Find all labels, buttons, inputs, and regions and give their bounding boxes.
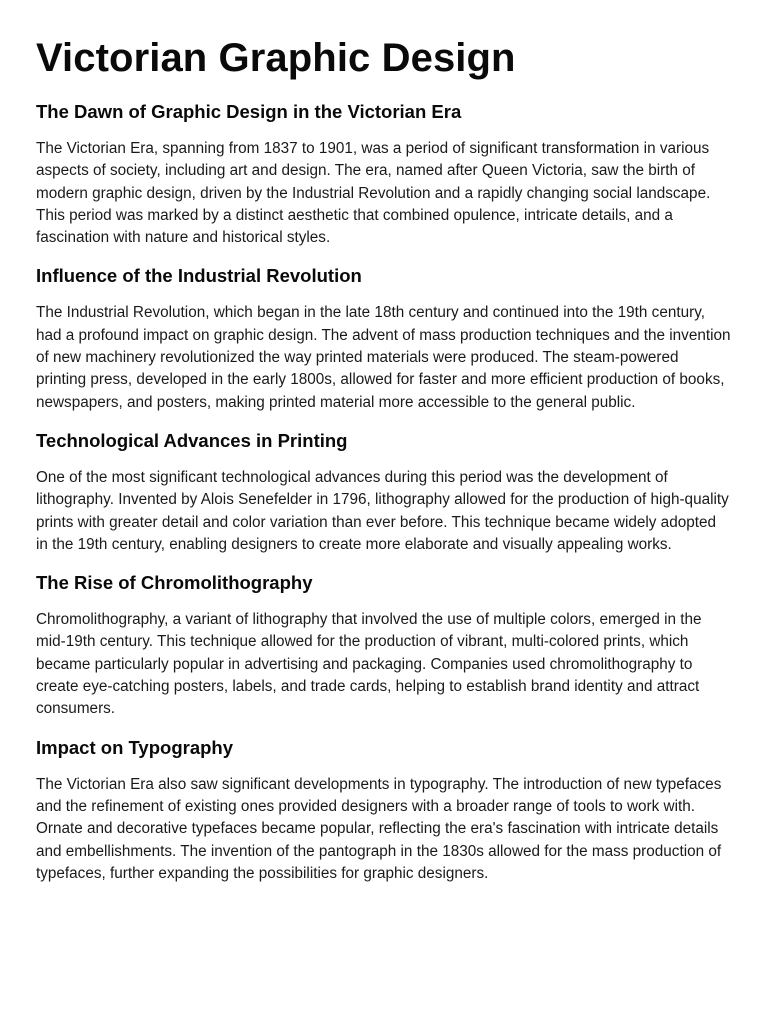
section-dawn-of-graphic-design bbox=[36, 100, 732, 249]
section-heading: The Dawn of Graphic Design in the Victorian Era bbox=[36, 101, 462, 122]
section-heading: The Rise of Chromolithography bbox=[36, 572, 313, 594]
section-paragraph: The Victorian Era also saw significant developments in typography. The introduction of new typefaces and the refinement of existing ones provided designers with a broader range of tools to work with. Ornate and decorative typefaces became popular, reflecting the era's fascination with intricate details and embellishments. The invention of the pantograph in the 1830s allowed for the mass production of typefaces, further expanding the possibilities for graphic designers. bbox=[36, 775, 722, 882]
section-technological-advances bbox=[36, 429, 732, 556]
section-chromolithography bbox=[36, 571, 732, 720]
document-title: Victorian Graphic Design bbox=[36, 36, 516, 80]
section-paragraph: The Victorian Era, spanning from 1837 to 1901, was a period of significant transformation in various aspects of society, including art and design. The era, named after Queen Victoria, saw the birth of modern graphic design, driven by the Industrial Revolution and a rapidly changing social landscape. This period was marked by a distinct aesthetic that combined opulence, intricate details, and a fascination with nature and historical styles. bbox=[36, 140, 711, 247]
section-paragraph: Chromolithography, a variant of lithography that involved the use of multiple colors, emerged in the mid-19th century. This technique allowed for the production of vibrant, multi-colored prints, which became particularly popular in advertising and packaging. Companies used chromolithography to create eye-catching posters, labels, and trade cards, helping to establish brand identity and attract consumers. bbox=[36, 611, 702, 718]
section-heading: Influence of the Industrial Revolution bbox=[36, 265, 362, 287]
document-page bbox=[36, 30, 732, 900]
section-industrial-revolution bbox=[36, 264, 732, 413]
section-heading: Impact on Typography bbox=[36, 736, 234, 758]
section-paragraph: One of the most significant technological advances during this period was the development of lithography. Invented by Alois Senefelder in 1796, lithography allowed for the production of high-quality prints with greater detail and color variation than ever before. This technique became widely adopted in the 19th century, enabling designers to create more elaborate and visually appealing works. bbox=[36, 468, 729, 553]
section-paragraph: The Industrial Revolution, which began in the late 18th century and continued into the 19th century, had a profound impact on graphic design. The advent of mass production techniques and the invention of new machinery revolutionized the way printed materials were produced. The steam-powered printing press, developed in the early 1800s, allowed for faster and more efficient production of books, newspapers, and posters, making printed material more accessible to the general public. bbox=[36, 304, 731, 411]
section-heading: Technological Advances in Printing bbox=[36, 429, 348, 451]
section-typography bbox=[36, 736, 732, 885]
